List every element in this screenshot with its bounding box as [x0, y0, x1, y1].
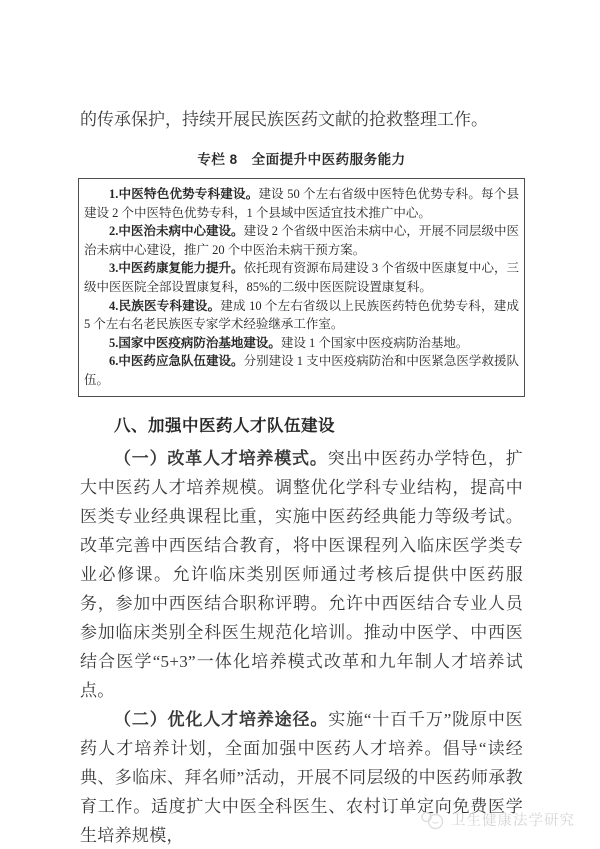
box-item-body: 建设 2 个省级中医治未病中心，开展不同层级中医治未病中心建设，推广 20 个中医治未病干预方案。 [84, 224, 519, 257]
box-title: 专栏 8 全面提升中医药服务能力 [197, 152, 406, 167]
box-item-body: 建设 1 个国家中医疫病防治基地。 [280, 335, 469, 350]
box-item-body: 依托现有资源布局建设 3 个省级中医康复中心，三级中医医院全部设置康复科，85%的二级中医医院设置康复科。 [84, 261, 519, 294]
paragraph-lead: （一）改革人才培养模式。 [114, 448, 328, 468]
box-item-lead: 2.中医治未病中心建设。 [109, 224, 244, 239]
section-heading: 八、加强中医药人才队伍建设 [114, 416, 335, 435]
box-item-body: 分别建设 1 支中医疫病防治和中医紧急医学救援队伍。 [84, 354, 519, 387]
box-item-lead: 3.中医药康复能力提升。 [109, 261, 244, 276]
panda-logo-icon [419, 810, 446, 830]
box-item-body: 建设 50 个左右省级中医特色优势专科。每个县建设 2 个中医特色优势专科，1 个县域中医适宜技术推广中心。 [84, 187, 519, 220]
paragraph [80, 444, 523, 705]
box-item [84, 352, 519, 389]
paragraph-body: 实施“十百千万”陇原中医药人才培养计划，全面加强中医药人才培养。倡导“读经典、多临床、拜名师”活动，开展不同层级的中医药师承教育工作。适度扩大中医全科医生、农村订单定向免费医学生培养规模， [80, 709, 523, 845]
box-item [84, 222, 519, 259]
watermark-text: 卫生健康法学研究 [451, 813, 575, 829]
box-item [84, 334, 519, 353]
paragraph-body: 突出中医药办学特色，扩大中医药人才培养规模。调整优化学科专业结构，提高中医类专业经典课程比重，实施中医药经典能力等级考试。改革完善中西医结合教育，将中医课程列入临床医学类专业必修课。允许临床类别医师通过考核后提供中医药服务，参加中西医结合职称评聘。允许中西医结合专业人员参加临床类别全科医生规范化培训。推动中医学、中西医结合医学“5+3”一体化培养模式改革和九年制人才培养试点。 [80, 448, 523, 700]
page-content [80, 106, 523, 849]
box-item-lead: 6.中医药应急队伍建设。 [109, 354, 244, 369]
box-item [84, 297, 519, 334]
box-item [84, 185, 519, 222]
box-item-lead: 4.民族医专科建设。 [109, 298, 221, 313]
box-item-body: 建成 10 个左右省级以上民族医药特色优势专科，建成 5 个左右名老民族医专家学术经验继承工作室。 [84, 298, 519, 332]
box-item [84, 259, 519, 296]
paragraph-lead: （二）优化人才培养途径。 [114, 709, 329, 729]
feature-box [78, 178, 525, 397]
box-item-lead: 5.国家中医疫病防治基地建设。 [109, 335, 281, 350]
continuation-paragraph: 的传承保护，持续开展民族医药文献的抢救整理工作。 [80, 110, 488, 129]
box-item-lead: 1.中医特色优势专科建设。 [109, 187, 259, 201]
watermark [419, 809, 575, 830]
